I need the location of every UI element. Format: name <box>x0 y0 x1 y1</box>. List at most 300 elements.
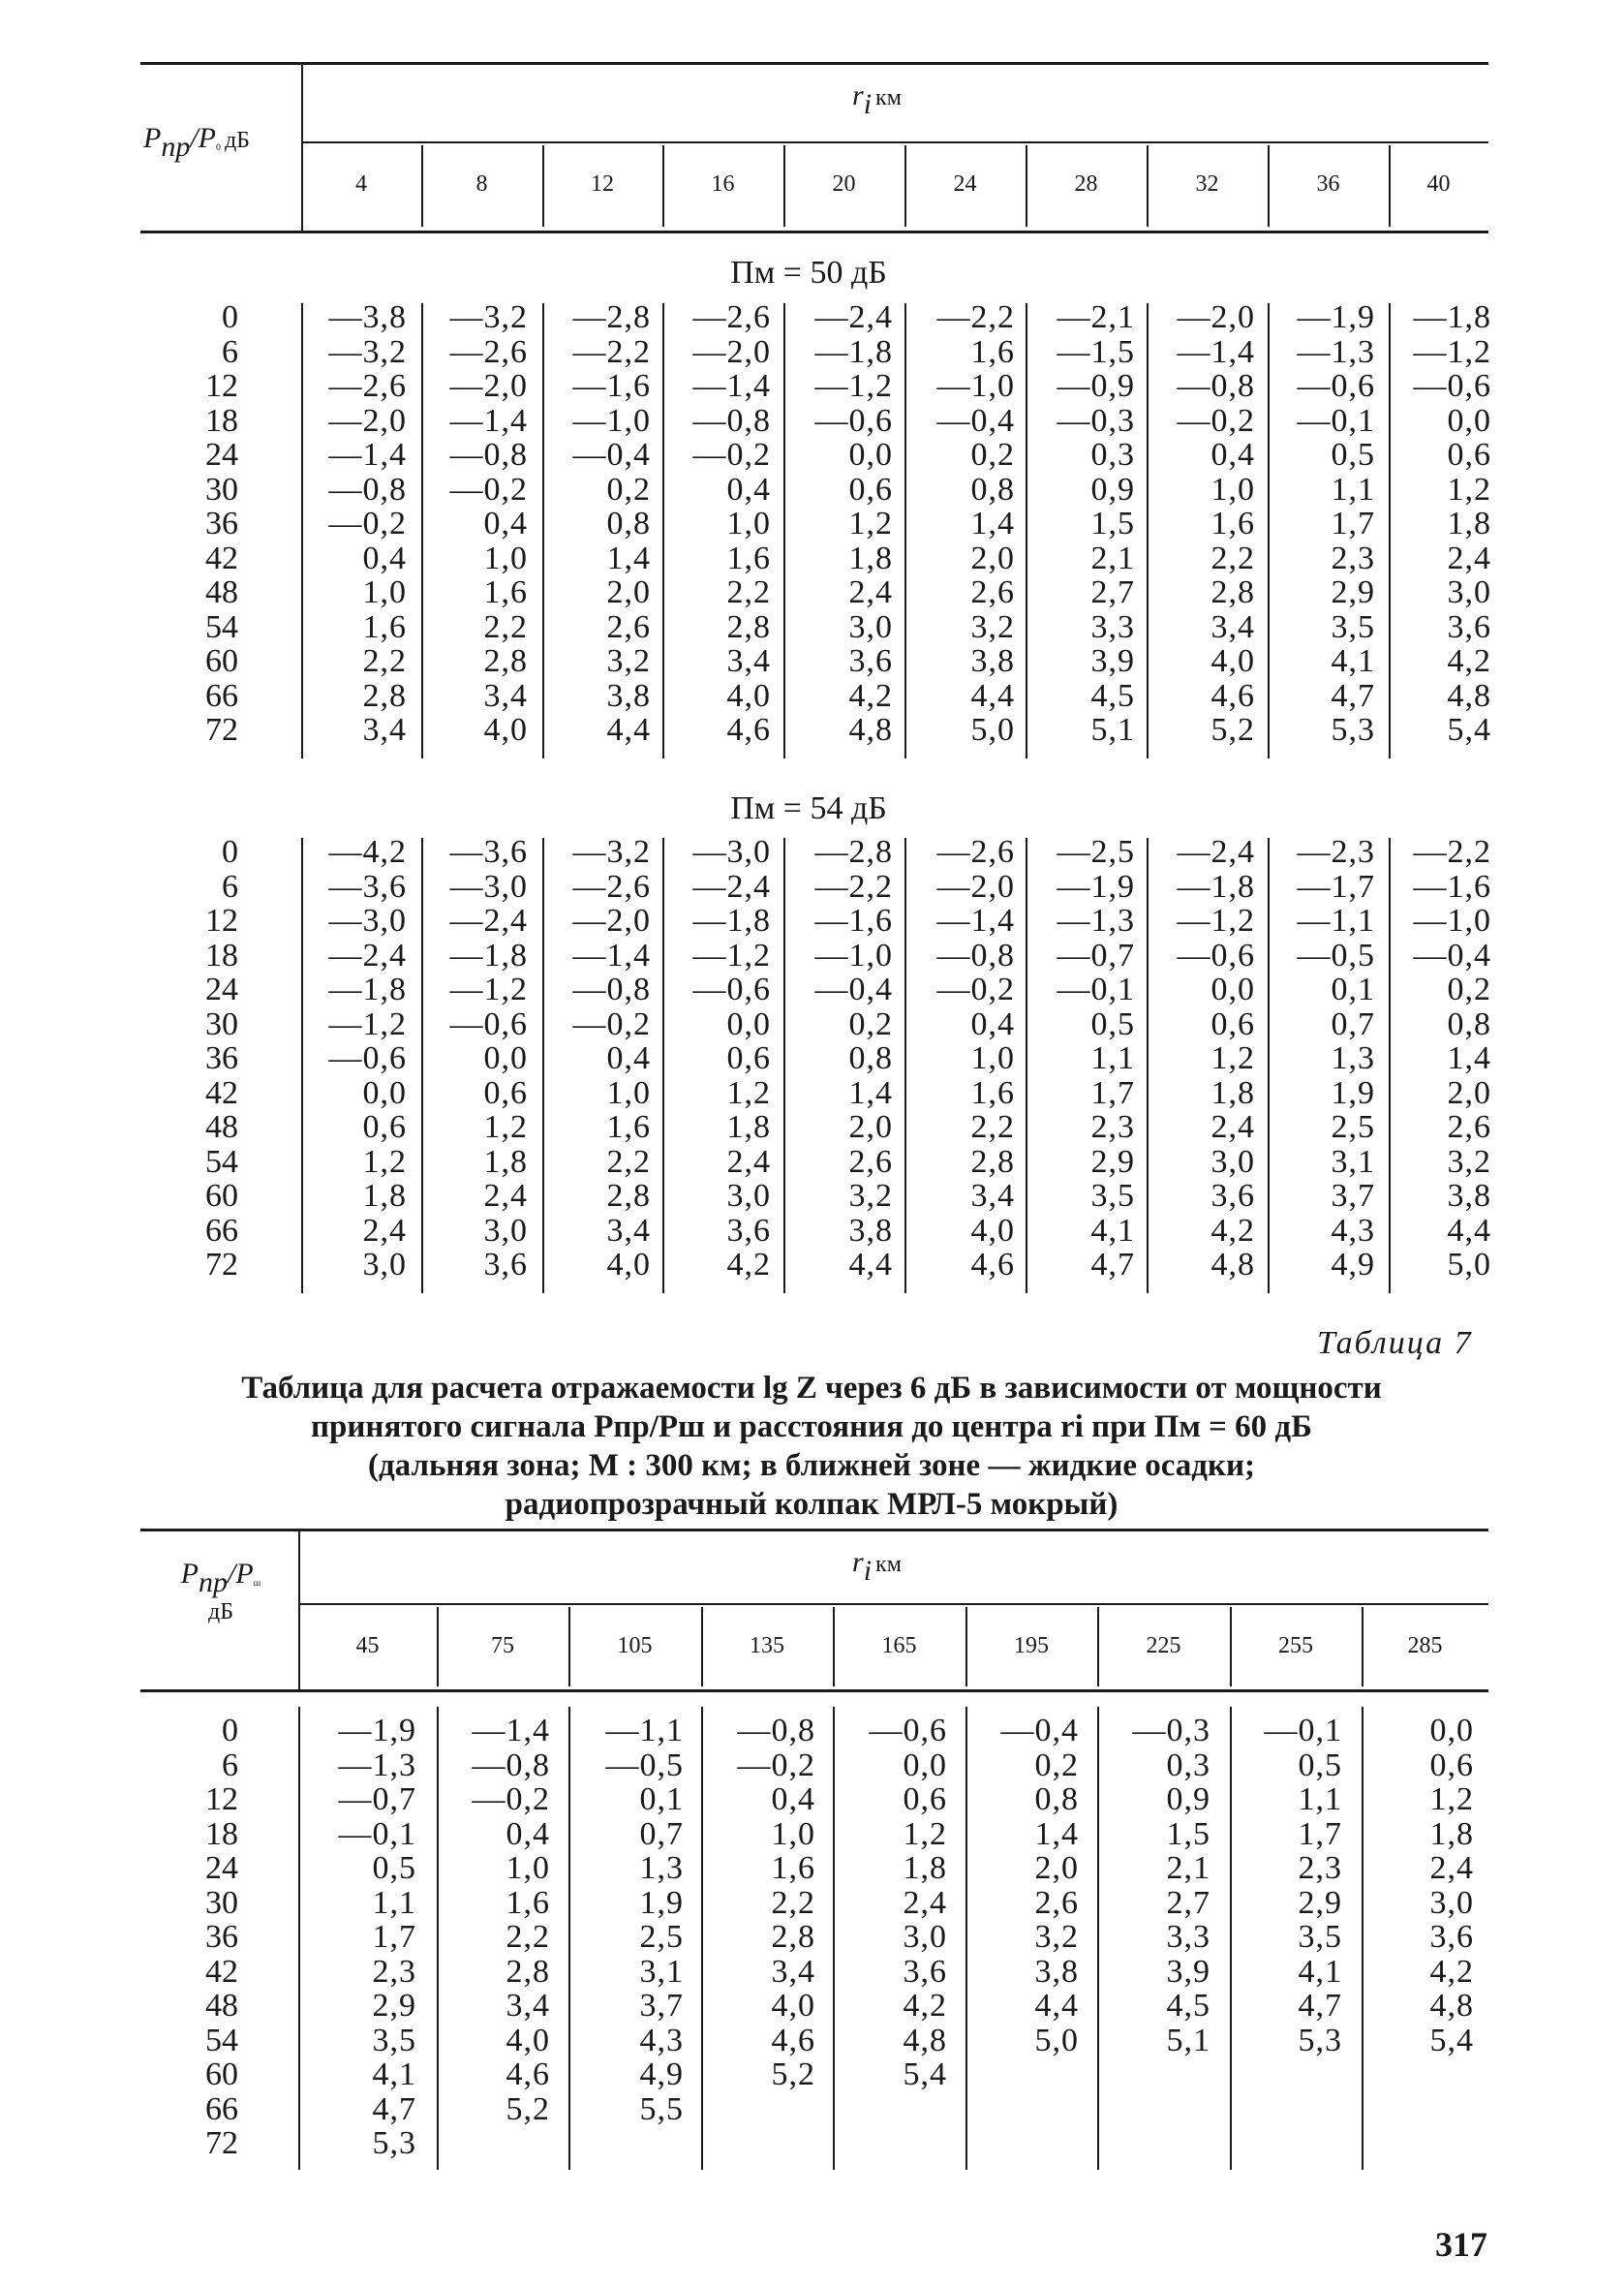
table1-row-label: 6 <box>222 868 238 905</box>
table7-col-head-75: 75 <box>491 1633 514 1658</box>
table7-col-head-165: 165 <box>881 1633 917 1658</box>
table1-section-title-54: Пм = 54 дБ <box>730 790 887 826</box>
table1-cell: —0,6 <box>1177 937 1255 974</box>
table1-col-head-16: 16 <box>711 171 735 197</box>
table1-cell: —3,8 <box>328 299 407 335</box>
table1-cell: 2,0 <box>848 1109 893 1145</box>
table1-cell: —0,2 <box>692 437 771 473</box>
table1-cell: 1,2 <box>362 1143 407 1180</box>
table1-cell: 2,4 <box>1447 540 1491 576</box>
table1-cell: —1,8 <box>814 333 893 370</box>
table1-body-divider <box>1026 303 1027 758</box>
table7-row-label: 60 <box>205 2056 238 2092</box>
table7-cell: 4,0 <box>771 1988 815 2024</box>
table1-cell: 0,0 <box>1210 972 1255 1007</box>
table1-cell: —2,0 <box>449 368 528 404</box>
table1-cell: 1,8 <box>726 1109 771 1145</box>
table1-cell: 3,5 <box>1331 608 1375 645</box>
table7-cell: 4,9 <box>639 2056 684 2092</box>
table1-cell: 2,2 <box>362 643 407 679</box>
table7-row-label: 48 <box>205 1988 238 2024</box>
table7-col-header: $r_i$ км <box>852 1546 902 1587</box>
table7-col-head-105: 105 <box>617 1633 653 1658</box>
table1-cell: 3,1 <box>1331 1143 1375 1180</box>
table7-row-label: 18 <box>205 1815 238 1852</box>
table1-cell: 3,8 <box>970 643 1015 679</box>
table1-row-label: 24 <box>205 972 238 1007</box>
table1-cell: —0,8 <box>572 972 651 1007</box>
table7-row-label: 36 <box>205 1919 238 1955</box>
table1-cell: 2,4 <box>726 1143 771 1180</box>
table1-cell: 0,6 <box>848 471 893 508</box>
table1-cell: 2,2 <box>726 574 771 610</box>
table1-cell: —1,4 <box>1177 333 1255 370</box>
table7-cell: 3,6 <box>903 1953 947 1990</box>
table1-cell: 3,8 <box>1447 1178 1491 1214</box>
table7-body-divider <box>1097 1707 1099 2170</box>
table1-row-label: 6 <box>222 333 238 370</box>
table7-cell: 3,1 <box>639 1953 684 1990</box>
table7-cell: 1,1 <box>372 1884 416 1921</box>
table1-cell: 1,2 <box>1447 471 1491 508</box>
table1-cell: 1,4 <box>848 1074 893 1111</box>
table1-cell: —2,2 <box>814 868 893 905</box>
table7-cell: 2,2 <box>771 1884 815 1921</box>
table1-cell: —1,6 <box>1413 868 1491 905</box>
table1-cell: 1,4 <box>606 540 651 576</box>
table1-row-header: $P_{пр}/P_0$ дБ <box>143 122 250 163</box>
table1-cell: —2,0 <box>692 333 771 370</box>
table7-cell: —0,8 <box>737 1713 815 1748</box>
table1-col-head-28: 28 <box>1074 171 1098 197</box>
table7-cell: 1,8 <box>903 1850 947 1886</box>
table1-cell: —0,1 <box>1297 402 1375 439</box>
table1-cell: 0,0 <box>362 1074 407 1111</box>
table1-cell: 4,0 <box>606 1247 651 1283</box>
table7-cell: —0,1 <box>338 1815 416 1852</box>
table1-cell: 2,9 <box>1090 1143 1135 1180</box>
table1-cell: 2,8 <box>362 677 407 714</box>
table7-cell: 5,2 <box>506 2090 550 2127</box>
table1-cell: 1,8 <box>1210 1074 1255 1111</box>
table7-cell: —1,1 <box>605 1713 684 1748</box>
table7-cell: 2,2 <box>506 1919 550 1955</box>
table1-cell: —0,5 <box>1297 937 1375 974</box>
table1-cell: 1,4 <box>1447 1040 1491 1076</box>
table1-cell: 0,9 <box>1090 471 1135 508</box>
table7-cell: 4,8 <box>903 2022 947 2058</box>
table7-caption-line-1: Таблица для расчета отражаемости lg Z через 6 дБ в зависимости от мощности <box>241 1371 1382 1406</box>
table1-row-label: 0 <box>222 834 238 870</box>
table1-cell: —2,4 <box>814 299 893 335</box>
table1-cell: 4,7 <box>1090 1247 1135 1283</box>
table1-cell: —1,8 <box>449 937 528 974</box>
table1-cell: 4,2 <box>726 1247 771 1283</box>
table7-body-divider <box>298 1707 300 2170</box>
table7-cell: 1,5 <box>1166 1815 1210 1852</box>
table1-cell: 1,9 <box>1331 1074 1375 1111</box>
table1-cell: 2,6 <box>1447 1109 1491 1145</box>
table7-cell: 0,6 <box>903 1781 947 1817</box>
table1-cell: 4,0 <box>483 712 528 748</box>
table7-col-head-divider <box>701 1607 703 1686</box>
table7-cell: 1,2 <box>903 1815 947 1852</box>
table7-cell: 5,3 <box>372 2125 416 2161</box>
table1-cell: —1,4 <box>328 437 407 473</box>
table1-col-head-divider <box>1026 145 1027 227</box>
table1-cell: 0,5 <box>1331 437 1375 473</box>
page-number: 317 <box>1435 2225 1487 2264</box>
table7-cell: 5,1 <box>1166 2022 1210 2058</box>
table1-cell: —3,2 <box>572 834 651 870</box>
table1-row-label: 66 <box>205 1212 238 1249</box>
table7-cell: 3,2 <box>1034 1919 1079 1955</box>
table7-cell: 4,3 <box>639 2022 684 2058</box>
table7-cell: 1,0 <box>506 1850 550 1886</box>
table7-cell: 3,5 <box>1298 1919 1342 1955</box>
table7-cell: 0,6 <box>1429 1747 1474 1783</box>
table1-col-head-20: 20 <box>832 171 856 197</box>
table1-col-header: $r_i$ км <box>852 79 902 120</box>
table1-cell: 4,1 <box>1331 643 1375 679</box>
table1-cell: —1,2 <box>692 937 771 974</box>
table1-cell: —1,3 <box>1297 333 1375 370</box>
table1-row-label: 42 <box>205 540 238 576</box>
table1-cell: —2,0 <box>936 868 1015 905</box>
table1-cell: 3,9 <box>1090 643 1135 679</box>
table1-cell: 4,8 <box>1210 1247 1255 1283</box>
table1-cell: 2,2 <box>606 1143 651 1180</box>
table1-row-label: 42 <box>205 1074 238 1111</box>
table1-cell: 3,4 <box>483 677 528 714</box>
table7-body-divider <box>701 1707 703 2170</box>
table1-cell: 4,0 <box>970 1212 1015 1249</box>
table1-cell: 0,2 <box>848 1005 893 1042</box>
table1-header-midrule <box>303 141 1488 143</box>
table1-cell: 2,8 <box>483 643 528 679</box>
table1-cell: 4,2 <box>1447 643 1491 679</box>
table1-cell: 3,6 <box>1447 608 1491 645</box>
table1-cell: —1,0 <box>936 368 1015 404</box>
table7-cell: 4,6 <box>506 2056 550 2092</box>
table1-cell: —2,8 <box>572 299 651 335</box>
table1-cell: —1,1 <box>1297 903 1375 939</box>
table1-cell: 2,4 <box>362 1212 407 1249</box>
table1-cell: —1,9 <box>1297 299 1375 335</box>
table7-cell: —0,4 <box>1000 1713 1079 1748</box>
table1-cell: —0,8 <box>449 437 528 473</box>
table1-col-head-32: 32 <box>1195 171 1219 197</box>
table7-cell: 0,0 <box>903 1747 947 1783</box>
table7-row-label: 24 <box>205 1850 238 1886</box>
table1-cell: —0,6 <box>1413 368 1491 404</box>
table1-cell: 1,0 <box>606 1074 651 1111</box>
table7-cell: 2,5 <box>639 1919 684 1955</box>
table7-body-divider <box>965 1707 967 2170</box>
table1-section-title-50: Пм = 50 дБ <box>730 255 887 291</box>
table7-header-divider <box>298 1530 300 1690</box>
table1-cell: —0,8 <box>328 471 407 508</box>
table1-cell: 0,2 <box>1447 972 1491 1007</box>
table1-cell: —1,4 <box>692 368 771 404</box>
table1-cell: 1,8 <box>1447 506 1491 541</box>
table7-col-head-225: 225 <box>1146 1633 1181 1658</box>
table1-cell: 0,0 <box>726 1005 771 1042</box>
table7-cell: 5,3 <box>1298 2022 1342 2058</box>
table1-cell: —2,2 <box>1413 834 1491 870</box>
table1-cell: —3,2 <box>328 333 407 370</box>
table1-cell: —2,6 <box>936 834 1015 870</box>
table7-cell: 3,5 <box>372 2022 416 2058</box>
table1-cell: —2,2 <box>936 299 1015 335</box>
table1-cell: 5,2 <box>1210 712 1255 748</box>
table7-cell: 4,7 <box>372 2090 416 2127</box>
table1-col-head-12: 12 <box>591 171 614 197</box>
table7-body-divider <box>1230 1707 1232 2170</box>
table1-cell: —1,8 <box>1413 299 1491 335</box>
table1-cell: 4,0 <box>1210 643 1255 679</box>
table7-cell: —0,2 <box>737 1747 815 1783</box>
table1-cell: 2,8 <box>606 1178 651 1214</box>
table7-col-head-285: 285 <box>1407 1633 1443 1658</box>
table1-cell: 2,2 <box>1210 540 1255 576</box>
table1-row-label: 30 <box>205 471 238 508</box>
table1-cell: —1,6 <box>814 903 893 939</box>
table7-cell: 2,0 <box>1034 1850 1079 1886</box>
table1-cell: 3,7 <box>1331 1178 1375 1214</box>
table7-col-head-45: 45 <box>355 1633 380 1658</box>
table1-cell: —1,6 <box>572 368 651 404</box>
table7-top-rule <box>140 1529 1488 1531</box>
table1-cell: 0,6 <box>362 1109 407 1145</box>
table7-cell: 1,8 <box>1429 1815 1474 1852</box>
table1-row-label: 36 <box>205 1040 238 1076</box>
table1-cell: —0,6 <box>1297 368 1375 404</box>
table1-cell: —2,0 <box>328 402 407 439</box>
table1-cell: 0,0 <box>848 437 893 473</box>
table7-col-head-divider <box>833 1607 835 1686</box>
table7-cell: 0,8 <box>1034 1781 1079 1817</box>
table1-col-head-divider <box>1389 145 1391 227</box>
table1-cell: —1,2 <box>1177 903 1255 939</box>
table1-cell: 1,0 <box>726 506 771 541</box>
table1-cell: —1,9 <box>1057 868 1135 905</box>
table1-cell: 1,6 <box>483 574 528 610</box>
table1-col-head-4: 4 <box>355 171 367 197</box>
table1-cell: —0,4 <box>936 402 1015 439</box>
table7-row-label: 42 <box>205 1953 238 1990</box>
table1-cell: 0,8 <box>1447 1005 1491 1042</box>
table1-cell: —1,4 <box>572 937 651 974</box>
table1-cell: —3,6 <box>328 868 407 905</box>
table1-cell: 2,8 <box>726 608 771 645</box>
table1-cell: —0,2 <box>572 1005 651 1042</box>
table7-cell: 0,1 <box>639 1781 684 1817</box>
table7-col-head-divider <box>1230 1607 1232 1686</box>
table1-cell: —3,6 <box>449 834 528 870</box>
table7-cell: —0,2 <box>472 1781 550 1817</box>
table7-cell: 1,1 <box>1298 1781 1342 1817</box>
table7-cell: —0,8 <box>472 1747 550 1783</box>
table1-cell: 2,7 <box>1090 574 1135 610</box>
table1-cell: 3,4 <box>362 712 407 748</box>
table7-row-label: 0 <box>222 1713 238 1748</box>
table1-cell: 4,7 <box>1331 677 1375 714</box>
table7-col-head-divider <box>437 1607 439 1686</box>
table1-cell: 2,3 <box>1090 1109 1135 1145</box>
table7-cell: —0,7 <box>338 1781 416 1817</box>
table1-cell: 2,6 <box>606 608 651 645</box>
table1-cell: —1,0 <box>1413 903 1491 939</box>
table1-cell: —2,6 <box>328 368 407 404</box>
table1-row-label: 48 <box>205 1109 238 1145</box>
table1-cell: 4,4 <box>970 677 1015 714</box>
table7-cell: 2,8 <box>771 1919 815 1955</box>
table7-row-label: 30 <box>205 1884 238 1921</box>
table7-cell: 3,3 <box>1166 1919 1210 1955</box>
table7-cell: 2,6 <box>1034 1884 1079 1921</box>
table7-cell: 0,2 <box>1034 1747 1079 1783</box>
table1-cell: 1,8 <box>848 540 893 576</box>
table1-cell: 0,6 <box>726 1040 771 1076</box>
table1-cell: —0,8 <box>692 402 771 439</box>
table1-cell: 4,2 <box>1210 1212 1255 1249</box>
table1-cell: 5,3 <box>1331 712 1375 748</box>
table1-cell: 1,8 <box>362 1178 407 1214</box>
table1-cell: —2,0 <box>1177 299 1255 335</box>
table1-cell: 3,6 <box>483 1247 528 1283</box>
table1-cell: 1,0 <box>362 574 407 610</box>
table1-cell: —1,4 <box>936 903 1015 939</box>
table1-cell: 3,2 <box>970 608 1015 645</box>
table1-row-label: 54 <box>205 1143 238 1180</box>
table1-cell: —0,8 <box>1177 368 1255 404</box>
table1-cell: —2,1 <box>1057 299 1135 335</box>
table7-cell: 5,0 <box>1034 2022 1079 2058</box>
table1-cell: —0,9 <box>1057 368 1135 404</box>
table1-cell: —1,5 <box>1057 333 1135 370</box>
table7-cell: 4,2 <box>903 1988 947 2024</box>
table1-row-label: 12 <box>205 368 238 404</box>
table7-cell: 2,9 <box>372 1988 416 2024</box>
table1-cell: —2,4 <box>692 868 771 905</box>
table1-row-label: 54 <box>205 608 238 645</box>
table7-cell: 0,3 <box>1166 1747 1210 1783</box>
table1-cell: 3,6 <box>1210 1178 1255 1214</box>
table7-cell: 2,8 <box>506 1953 550 1990</box>
table7-col-head-divider <box>1362 1607 1364 1686</box>
table7-cell: 3,7 <box>639 1988 684 2024</box>
table7-cell: 5,4 <box>903 2056 947 2092</box>
table1-row-label: 0 <box>222 299 238 335</box>
table7-cell: 3,0 <box>1429 1884 1474 1921</box>
table7-caption-line-3: (дальняя зона; М : 300 км; в ближней зоне — жидкие осадки; <box>367 1448 1256 1483</box>
table1-cell: —1,7 <box>1297 868 1375 905</box>
table7-cell: 3,6 <box>1429 1919 1474 1955</box>
table1-body-divider <box>904 838 906 1293</box>
table1-cell: 0,6 <box>483 1074 528 1111</box>
table1-cell: —3,0 <box>692 834 771 870</box>
table1-cell: 3,4 <box>726 643 771 679</box>
table1-cell: 3,2 <box>1447 1143 1491 1180</box>
table7-cell: 2,4 <box>903 1884 947 1921</box>
table1-cell: 2,9 <box>1331 574 1375 610</box>
table1-col-head-divider <box>783 145 785 227</box>
table1-cell: 0,3 <box>1090 437 1135 473</box>
table1-cell: 3,3 <box>1090 608 1135 645</box>
table1-cell: 4,6 <box>726 712 771 748</box>
table1-cell: 3,0 <box>1210 1143 1255 1180</box>
table1-cell: 1,6 <box>1210 506 1255 541</box>
table7-cell: 3,0 <box>903 1919 947 1955</box>
table1-cell: 2,3 <box>1331 540 1375 576</box>
table1-cell: 0,1 <box>1331 972 1375 1007</box>
table1-cell: 0,2 <box>606 471 651 508</box>
table1-cell: 4,1 <box>1090 1212 1135 1249</box>
table1-cell: —2,4 <box>449 903 528 939</box>
table1-cell: 1,6 <box>970 333 1015 370</box>
table1-cell: 4,9 <box>1331 1247 1375 1283</box>
table1-cell: 0,4 <box>1210 437 1255 473</box>
table1-col-head-24: 24 <box>953 171 977 197</box>
table1-col-head-divider <box>904 145 906 227</box>
table1-cell: 2,1 <box>1090 540 1135 576</box>
table7-row-label: 54 <box>205 2022 238 2058</box>
table1-top-rule <box>140 62 1488 65</box>
table1-row-label: 72 <box>205 712 238 748</box>
table1-cell: —1,3 <box>1057 903 1135 939</box>
table1-cell: 0,8 <box>970 471 1015 508</box>
table7-cell: —0,6 <box>869 1713 947 1748</box>
table7-cell: 5,4 <box>1429 2022 1474 2058</box>
table1-cell: 0,4 <box>606 1040 651 1076</box>
table1-row-label: 12 <box>205 903 238 939</box>
table7-row-label: 12 <box>205 1781 238 1817</box>
table7-cell: —1,3 <box>338 1747 416 1783</box>
table1-cell: 3,0 <box>726 1178 771 1214</box>
table7-cell: 4,0 <box>506 2022 550 2058</box>
table1-cell: 3,0 <box>483 1212 528 1249</box>
table1-cell: 2,0 <box>1447 1074 1491 1111</box>
table7-cell: —1,4 <box>472 1713 550 1748</box>
table1-cell: 0,0 <box>483 1040 528 1076</box>
table1-cell: —3,0 <box>449 868 528 905</box>
table1-header-bottom-rule <box>140 231 1488 233</box>
table1-cell: 4,8 <box>848 712 893 748</box>
table1-cell: 3,5 <box>1090 1178 1135 1214</box>
table1-row-label: 72 <box>205 1247 238 1283</box>
table1-cell: 2,0 <box>970 540 1015 576</box>
table7-cell: 4,1 <box>372 2056 416 2092</box>
table1-col-head-divider <box>542 145 544 227</box>
table1-body-divider <box>783 838 785 1293</box>
table7-cell: 1,7 <box>372 1919 416 1955</box>
table1-cell: 1,6 <box>362 608 407 645</box>
table1-cell: 5,0 <box>1447 1247 1491 1283</box>
table1-cell: —1,2 <box>328 1005 407 1042</box>
table1-body-divider <box>783 303 785 758</box>
table1-cell: 4,6 <box>1210 677 1255 714</box>
table1-cell: 1,2 <box>1210 1040 1255 1076</box>
table7-cell: 5,2 <box>771 2056 815 2092</box>
table1-cell: 3,0 <box>848 608 893 645</box>
table1-cell: 0,8 <box>606 506 651 541</box>
table7-cell: 0,4 <box>506 1815 550 1852</box>
table1-cell: 2,2 <box>483 608 528 645</box>
table1-cell: 4,2 <box>848 677 893 714</box>
table1-cell: 3,6 <box>726 1212 771 1249</box>
table7-cell: 4,2 <box>1429 1953 1474 1990</box>
